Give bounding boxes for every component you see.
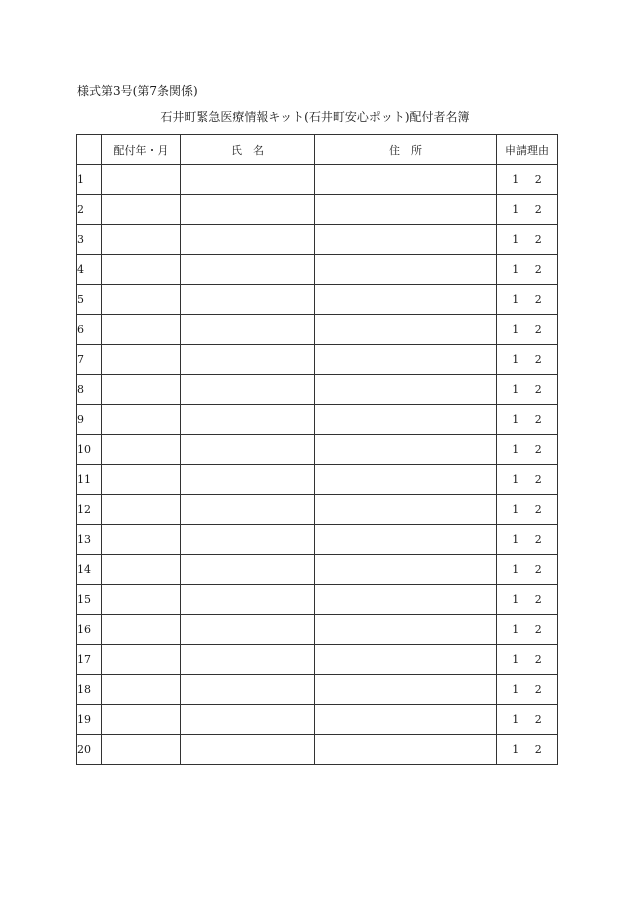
distribution-date-cell[interactable]	[102, 585, 181, 615]
name-cell[interactable]	[181, 255, 315, 285]
distribution-date-cell[interactable]	[102, 255, 181, 285]
row-number: 17	[77, 645, 102, 675]
table-row	[77, 195, 558, 225]
row-number: 19	[77, 705, 102, 735]
address-cell[interactable]	[315, 555, 497, 585]
row-number: 6	[77, 315, 102, 345]
name-cell[interactable]	[181, 465, 315, 495]
address-cell[interactable]	[315, 735, 497, 765]
table-row	[77, 315, 558, 345]
table-row	[77, 645, 558, 675]
row-number: 10	[77, 435, 102, 465]
application-reason-cell[interactable]: 1 2	[497, 375, 558, 405]
header-name: 氏 名	[181, 135, 315, 165]
application-reason-cell[interactable]: 1 2	[497, 525, 558, 555]
name-cell[interactable]	[181, 345, 315, 375]
table-header-row	[77, 135, 558, 165]
table-row	[77, 705, 558, 735]
distribution-date-cell[interactable]	[102, 405, 181, 435]
name-cell[interactable]	[181, 645, 315, 675]
table-row	[77, 555, 558, 585]
row-number: 20	[77, 735, 102, 765]
distribution-date-cell[interactable]	[102, 285, 181, 315]
name-cell[interactable]	[181, 555, 315, 585]
name-cell[interactable]	[181, 435, 315, 465]
application-reason-cell[interactable]: 1 2	[497, 285, 558, 315]
row-number: 13	[77, 525, 102, 555]
header-application-reason: 申請理由	[497, 135, 558, 165]
name-cell[interactable]	[181, 225, 315, 255]
name-cell[interactable]	[181, 285, 315, 315]
row-number: 14	[77, 555, 102, 585]
application-reason-cell[interactable]: 1 2	[497, 615, 558, 645]
name-cell[interactable]	[181, 315, 315, 345]
application-reason-cell[interactable]: 1 2	[497, 165, 558, 195]
name-cell[interactable]	[181, 165, 315, 195]
address-cell[interactable]	[315, 285, 497, 315]
distribution-date-cell[interactable]	[102, 195, 181, 225]
application-reason-cell[interactable]: 1 2	[497, 435, 558, 465]
address-cell[interactable]	[315, 375, 497, 405]
distribution-date-cell[interactable]	[102, 375, 181, 405]
row-number: 11	[77, 465, 102, 495]
table-row	[77, 345, 558, 375]
address-cell[interactable]	[315, 525, 497, 555]
distribution-date-cell[interactable]	[102, 165, 181, 195]
name-cell[interactable]	[181, 375, 315, 405]
table-row	[77, 735, 558, 765]
address-cell[interactable]	[315, 465, 497, 495]
distribution-date-cell[interactable]	[102, 435, 181, 465]
application-reason-cell[interactable]: 1 2	[497, 345, 558, 375]
header-number	[77, 135, 102, 165]
distribution-date-cell[interactable]	[102, 315, 181, 345]
table-row	[77, 165, 558, 195]
row-number: 9	[77, 405, 102, 435]
address-cell[interactable]	[315, 495, 497, 525]
name-cell[interactable]	[181, 675, 315, 705]
address-cell[interactable]	[315, 345, 497, 375]
table-row	[77, 525, 558, 555]
application-reason-cell[interactable]: 1 2	[497, 255, 558, 285]
name-cell[interactable]	[181, 585, 315, 615]
row-number: 2	[77, 195, 102, 225]
table-row	[77, 495, 558, 525]
address-cell[interactable]	[315, 675, 497, 705]
application-reason-cell[interactable]: 1 2	[497, 735, 558, 765]
address-cell[interactable]	[315, 405, 497, 435]
distribution-date-cell[interactable]	[102, 525, 181, 555]
name-cell[interactable]	[181, 195, 315, 225]
address-cell[interactable]	[315, 255, 497, 285]
address-cell[interactable]	[315, 645, 497, 675]
distribution-register-table	[76, 134, 558, 765]
distribution-date-cell[interactable]	[102, 345, 181, 375]
distribution-date-cell[interactable]	[102, 615, 181, 645]
address-cell[interactable]	[315, 165, 497, 195]
application-reason-cell[interactable]: 1 2	[497, 495, 558, 525]
address-cell[interactable]	[315, 225, 497, 255]
table-row	[77, 405, 558, 435]
table-row	[77, 615, 558, 645]
address-cell[interactable]	[315, 615, 497, 645]
name-cell[interactable]	[181, 525, 315, 555]
row-number: 12	[77, 495, 102, 525]
distribution-date-cell[interactable]	[102, 675, 181, 705]
distribution-date-cell[interactable]	[102, 735, 181, 765]
application-reason-cell[interactable]: 1 2	[497, 585, 558, 615]
row-number: 3	[77, 225, 102, 255]
table-body	[77, 165, 558, 765]
name-cell[interactable]	[181, 615, 315, 645]
application-reason-cell[interactable]: 1 2	[497, 315, 558, 345]
application-reason-cell[interactable]: 1 2	[497, 225, 558, 255]
header-distribution-date: 配付年・月	[102, 135, 181, 165]
application-reason-cell[interactable]: 1 2	[497, 555, 558, 585]
distribution-date-cell[interactable]	[102, 555, 181, 585]
application-reason-cell[interactable]: 1 2	[497, 675, 558, 705]
name-cell[interactable]	[181, 705, 315, 735]
table-row	[77, 465, 558, 495]
document-title: 石井町緊急医療情報キット(石井町安心ポット)配付者名簿	[160, 110, 470, 124]
distribution-date-cell[interactable]	[102, 495, 181, 525]
table-row	[77, 255, 558, 285]
row-number: 15	[77, 585, 102, 615]
distribution-date-cell[interactable]	[102, 465, 181, 495]
application-reason-cell[interactable]: 1 2	[497, 465, 558, 495]
table-row	[77, 285, 558, 315]
table-row	[77, 435, 558, 465]
row-number: 16	[77, 615, 102, 645]
application-reason-cell[interactable]: 1 2	[497, 645, 558, 675]
name-cell[interactable]	[181, 405, 315, 435]
address-cell[interactable]	[315, 585, 497, 615]
name-cell[interactable]	[181, 735, 315, 765]
table-row	[77, 585, 558, 615]
address-cell[interactable]	[315, 195, 497, 225]
address-cell[interactable]	[315, 435, 497, 465]
form-number: 様式第3号(第7条関係)	[77, 84, 198, 98]
table-row	[77, 675, 558, 705]
distribution-date-cell[interactable]	[102, 225, 181, 255]
row-number: 18	[77, 675, 102, 705]
row-number: 4	[77, 255, 102, 285]
row-number: 8	[77, 375, 102, 405]
row-number: 7	[77, 345, 102, 375]
address-cell[interactable]	[315, 315, 497, 345]
table-row	[77, 375, 558, 405]
table-row	[77, 225, 558, 255]
application-reason-cell[interactable]: 1 2	[497, 405, 558, 435]
distribution-date-cell[interactable]	[102, 705, 181, 735]
row-number: 1	[77, 165, 102, 195]
application-reason-cell[interactable]: 1 2	[497, 195, 558, 225]
address-cell[interactable]	[315, 705, 497, 735]
application-reason-cell[interactable]: 1 2	[497, 705, 558, 735]
row-number: 5	[77, 285, 102, 315]
header-address: 住 所	[315, 135, 497, 165]
name-cell[interactable]	[181, 495, 315, 525]
distribution-date-cell[interactable]	[102, 645, 181, 675]
